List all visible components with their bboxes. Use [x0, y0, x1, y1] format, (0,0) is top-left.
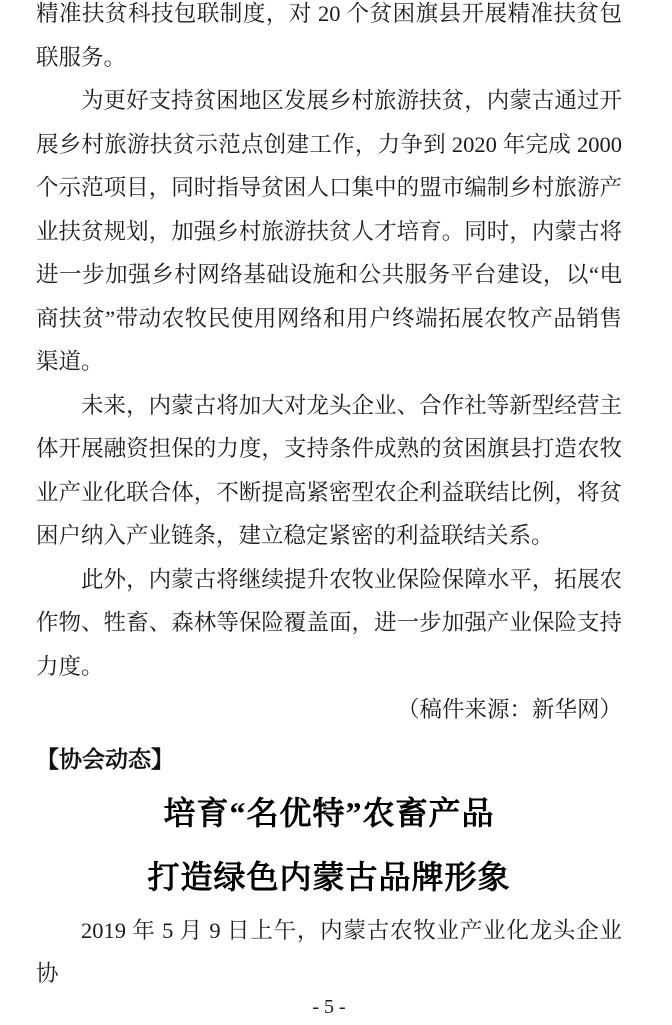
page-number: - 5 - [312, 996, 346, 1018]
source-credit: （稿件来源：新华网） [396, 697, 622, 722]
article-first-paragraph: 2019 年 5 月 9 日上午，内蒙古农牧业产业化龙头企业协 [36, 917, 622, 986]
article-title-line-2: 打造绿色内蒙古品牌形象 [147, 858, 511, 895]
body-paragraph: 此外，内蒙古将继续提升农牧业保险保障水平，拓展农作物、牲畜、森林等保险覆盖面，进一步加强产业保险支持力度。 [36, 566, 622, 679]
body-paragraph: 为更好支持贫困地区发展乡村旅游扶贫，内蒙古通过开展乡村旅游扶贫示范点创建工作，力争到 2020 年完成 2000 个示范项目，同时指导贫困人口集中的盟市编制乡村旅游产业扶贫规划，加强乡村旅游扶贫人才培育。同时，内蒙古将进一步加强乡村网络基础设施和公共服务平台建设，以“电商扶贫”带动农牧民使用网络和用户终端拓展农牧产品销售渠道。 [36, 88, 622, 374]
article-title-line-1: 培育“名优特”农畜产品 [163, 794, 495, 831]
body-paragraph-continuation: 精准扶贫科技包联制度，对 20 个贫困旗县开展精准扶贫包联服务。 [36, 1, 622, 70]
body-paragraph: 未来，内蒙古将加大对龙头企业、合作社等新型经营主体开展融资担保的力度，支持条件成熟的贫困旗县打造农牧业产业化联合体，不断提高紧密型农企利益联结比例，将贫困户纳入产业链条，建立稳定紧密的利益联结关系。 [36, 392, 622, 548]
section-label: 【协会动态】 [36, 745, 174, 772]
